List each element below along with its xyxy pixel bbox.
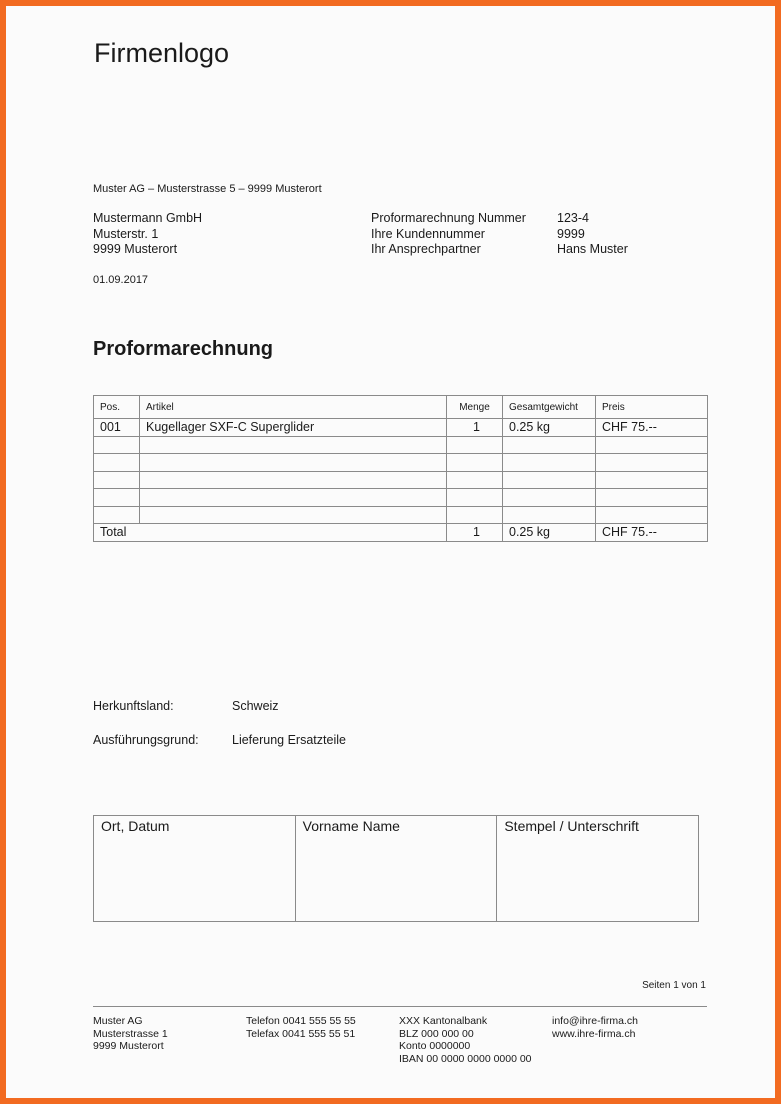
recipient-line: Mustermann GmbH xyxy=(93,211,203,225)
recipient-address xyxy=(93,211,202,258)
meta-label: Ihre Kundennummer xyxy=(371,226,485,241)
cell-price xyxy=(596,454,708,472)
footer-line: Telefon 0041 555 55 55 xyxy=(246,1015,356,1027)
meta-value: 123-4 xyxy=(557,211,589,225)
info-value: Schweiz xyxy=(232,699,279,713)
items-table xyxy=(93,395,708,542)
footer-company xyxy=(93,1015,168,1053)
signature-place-date: Ort, Datum xyxy=(94,816,296,921)
cell-weight xyxy=(503,454,596,472)
cell-pos xyxy=(94,471,140,489)
page-number: Seiten 1 von 1 xyxy=(642,980,706,991)
cell-article: Kugellager SXF-C Superglider xyxy=(140,419,447,437)
table-row xyxy=(94,436,708,454)
column-header-pos: Pos. xyxy=(94,396,140,419)
footer-line: XXX Kantonalbank xyxy=(399,1015,488,1027)
table-row xyxy=(94,506,708,524)
cell-price xyxy=(596,506,708,524)
footer-contact xyxy=(246,1015,356,1040)
cell-weight: 0.25 kg xyxy=(503,419,596,437)
cell-pos xyxy=(94,489,140,507)
recipient-line: Musterstr. 1 xyxy=(93,226,159,241)
total-price: CHF 75.-- xyxy=(596,524,708,542)
cell-article xyxy=(140,454,447,472)
table-row xyxy=(94,419,708,437)
footer-bank xyxy=(399,1015,532,1065)
document-title: Proformarechnung xyxy=(93,338,274,360)
table-total-row xyxy=(94,524,708,542)
cell-price xyxy=(596,436,708,454)
signature-name: Vorname Name xyxy=(296,816,498,921)
cell-article xyxy=(140,489,447,507)
info-label: Ausführungsgrund: xyxy=(93,733,199,747)
cell-pos xyxy=(94,454,140,472)
footer-line: Musterstrasse 1 xyxy=(93,1027,168,1040)
cell-pos xyxy=(94,506,140,524)
footer-line: Telefax 0041 555 55 51 xyxy=(246,1027,356,1040)
cell-article xyxy=(140,506,447,524)
footer-line: Konto 0000000 xyxy=(399,1040,471,1052)
column-header-weight: Gesamtgewicht xyxy=(503,396,596,419)
cell-price: CHF 75.-- xyxy=(596,419,708,437)
invoice-meta xyxy=(371,211,628,258)
meta-value: 9999 xyxy=(557,226,585,241)
cell-weight xyxy=(503,489,596,507)
footer-divider xyxy=(93,1006,707,1007)
cell-quantity xyxy=(447,454,503,472)
table-row xyxy=(94,471,708,489)
cell-price xyxy=(596,471,708,489)
meta-value: Hans Muster xyxy=(557,242,628,256)
cell-weight xyxy=(503,436,596,454)
cell-weight xyxy=(503,506,596,524)
column-header-quantity: Menge xyxy=(447,396,503,419)
cell-pos xyxy=(94,436,140,454)
footer-email-link[interactable]: info@ihre-firma.ch xyxy=(552,1015,638,1027)
cell-quantity xyxy=(447,436,503,454)
signature-stamp: Stempel / Unterschrift xyxy=(504,818,639,834)
footer-line: BLZ 000 000 00 xyxy=(399,1027,474,1040)
meta-row xyxy=(371,211,628,227)
info-value: Lieferung Ersatzteile xyxy=(232,733,346,747)
sender-line: Muster AG – Musterstrasse 5 – 9999 Musterort xyxy=(93,183,322,195)
company-logo-text: Firmenlogo xyxy=(94,38,230,68)
footer-web xyxy=(552,1015,638,1040)
cell-weight xyxy=(503,471,596,489)
cell-quantity xyxy=(447,471,503,489)
cell-quantity xyxy=(447,506,503,524)
total-label: Total xyxy=(94,524,447,542)
table-row xyxy=(94,454,708,472)
table-row xyxy=(94,489,708,507)
info-label: Herkunftsland: xyxy=(93,699,174,713)
total-quantity: 1 xyxy=(447,524,503,542)
meta-label: Proformarechnung Nummer xyxy=(371,211,526,225)
total-weight: 0.25 kg xyxy=(503,524,596,542)
meta-row xyxy=(371,242,628,258)
footer-line: 9999 Musterort xyxy=(93,1040,164,1052)
info-row-origin xyxy=(93,699,279,713)
info-row-reason xyxy=(93,733,346,747)
column-header-article: Artikel xyxy=(140,396,447,419)
cell-pos: 001 xyxy=(94,419,140,437)
document-page xyxy=(6,6,775,1098)
meta-row xyxy=(371,227,628,243)
cell-article xyxy=(140,436,447,454)
footer-website-link[interactable]: www.ihre-firma.ch xyxy=(552,1027,636,1040)
footer-line: Muster AG xyxy=(93,1015,143,1027)
cell-quantity: 1 xyxy=(447,419,503,437)
table-header-row xyxy=(94,396,708,419)
document-date: 01.09.2017 xyxy=(93,274,149,286)
cell-article xyxy=(140,471,447,489)
cell-quantity xyxy=(447,489,503,507)
recipient-line: 9999 Musterort xyxy=(93,242,178,256)
column-header-price: Preis xyxy=(596,396,708,419)
meta-label: Ihr Ansprechpartner xyxy=(371,242,481,256)
cell-price xyxy=(596,489,708,507)
signature-box xyxy=(93,815,699,922)
footer-line: IBAN 00 0000 0000 0000 00 xyxy=(399,1052,532,1065)
